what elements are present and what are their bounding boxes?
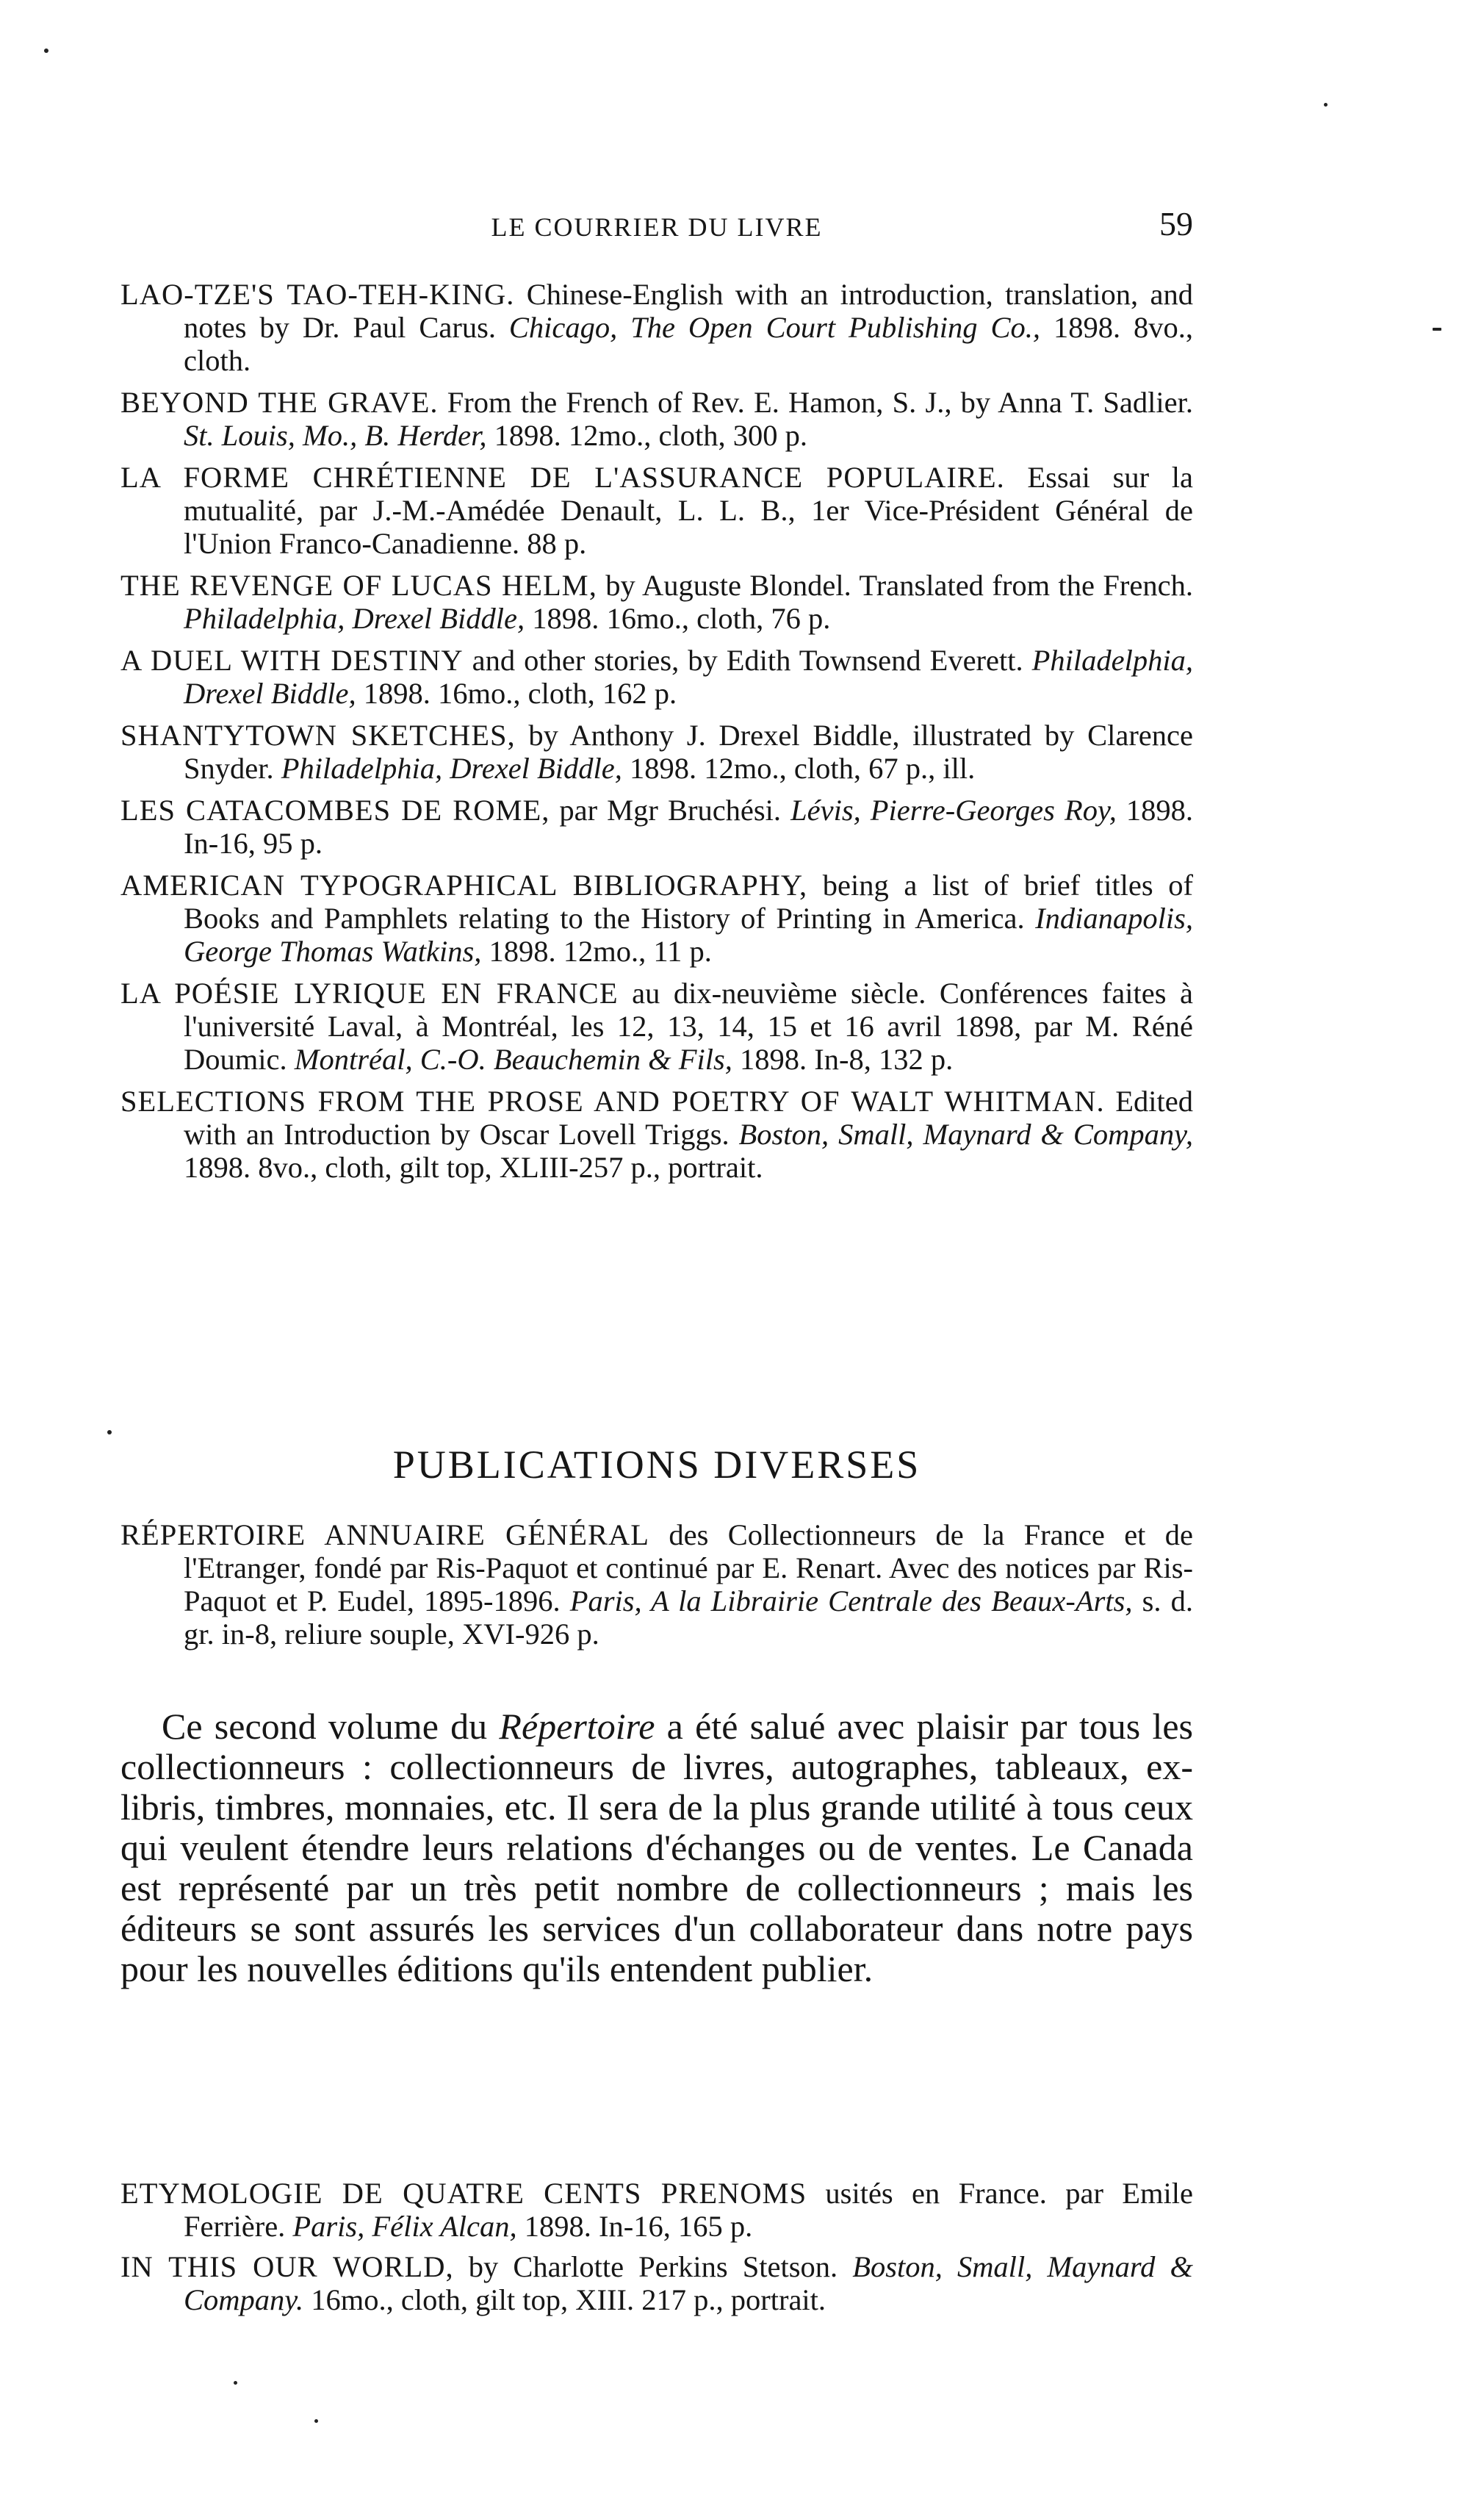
entry-details: 1898. In-8, 132 p. (732, 1043, 954, 1076)
entry-imprint: Chicago, The Open Court Publishing Co., (508, 311, 1040, 344)
entry-title: ETYMOLOGIE DE QUATRE CENTS PRENOMS (120, 2177, 807, 2210)
entry-title: RÉPERTOIRE ANNUAIRE GÉNÉRAL (120, 1518, 650, 1551)
entry-imprint: Montréal, C.-O. Beauchemin & Fils, (294, 1043, 732, 1076)
entry-imprint: St. Louis, Mo., B. Herder, (184, 419, 487, 452)
bibliography-entry (120, 977, 1193, 1076)
bibliography-entry (120, 719, 1193, 785)
running-head (120, 200, 1193, 259)
bibliography-entry (120, 869, 1193, 968)
entry-description: being a list of brief titles of Books and Pamphlets relating to the History of Printing in America. (184, 869, 1193, 935)
entry-details: 1898. 8vo., cloth, gilt top, XLIII-257 p., portrait. (184, 1151, 763, 1184)
entry-imprint: Philadelphia, Drexel Biddle, (184, 644, 1193, 710)
bibliography-entry (120, 278, 1193, 377)
section-heading: PUBLICATIONS DIVERSES (392, 1443, 921, 1487)
entry-description: usités en France. par Emile Ferrière. (184, 2177, 1193, 2243)
entry-description: by Auguste Blondel. Translated from the French. (597, 569, 1193, 602)
bibliography-entry (120, 1085, 1193, 1184)
paragraph-text-after: a été salué avec plaisir par tous les collectionneurs : collectionneurs de livres, autographes, tableaux, ex-libris, timbres, monnaies, etc. Il sera de la plus grande utilité à tous ceux qui veulent étendre leurs relations d'échanges ou de ventes. Le Canada est représenté par un très petit nombre de collectionneurs ; mais les éditeurs se sont assurés les services d'un collaborateur dans notre pays pour les nouvelles éditions qu'ils entendent publier. (120, 1706, 1193, 1989)
bibliography-entry (120, 794, 1193, 860)
bibliography-list-diverses (120, 1518, 1193, 1651)
entry-title: SHANTYTOWN SKETCHES, (120, 719, 516, 752)
entry-description: and other stories, by Edith Townsend Everett. (463, 644, 1032, 677)
scan-speck (1433, 328, 1441, 331)
entry-title: LA POÉSIE LYRIQUE EN FRANCE (120, 977, 619, 1010)
entry-title: LAO-TZE'S TAO-TEH-KING. (120, 278, 515, 311)
entry-details: 16mo., cloth, gilt top, XIII. 217 p., portrait. (303, 2283, 826, 2316)
entry-title: THE REVENGE OF LUCAS HELM, (120, 569, 597, 602)
entry-title: A DUEL WITH DESTINY (120, 644, 464, 677)
scan-speck (107, 1430, 112, 1434)
entry-description: au dix-neuvième siècle. Conférences faites à l'université Laval, à Montréal, les 12, 13, 14, 15 et 16 avril 1898, par M. Réné Doumic. (184, 977, 1194, 1076)
entry-details: 1898. 8vo., cloth. (184, 311, 1193, 377)
bibliography-list (120, 278, 1193, 1184)
entry-description: Essai sur la mutualité, par J.-M.-Amédée Denault, L. L. B., 1er Vice-Président Général de l'Union Franco-Canadienne. 88 p. (184, 461, 1193, 560)
entry-details: 1898. 16mo., cloth, 162 p. (356, 677, 677, 710)
entry-title: IN THIS OUR WORLD, (120, 2250, 454, 2283)
bibliography-entry (120, 461, 1193, 560)
entry-details: 1898. 16mo., cloth, 76 p. (525, 602, 831, 635)
entry-description: Edited with an Introduction by Oscar Lovell Triggs. (184, 1085, 1193, 1151)
entry-imprint: Philadelphia, Drexel Biddle, (281, 752, 622, 785)
bibliography-entry (120, 569, 1193, 635)
entry-imprint: Lévis, Pierre-Georges Roy, (790, 794, 1117, 827)
entry-title: BEYOND THE GRAVE. (120, 386, 439, 419)
entry-description: From the French of Rev. E. Hamon, S. J., by Anna T. Sadlier. (438, 386, 1194, 419)
paragraph-text-before: Ce second volume du (162, 1706, 500, 1747)
bibliography-entry (120, 2177, 1193, 2243)
entry-imprint: Boston, Small, Maynard & Company, (738, 1118, 1193, 1151)
entry-imprint: Paris, A la Librairie Centrale des Beaux-Arts, (569, 1584, 1133, 1617)
running-head-title: LE COURRIER DU LIVRE (491, 212, 823, 242)
scan-speck (44, 49, 48, 53)
bibliography-entry (120, 1518, 1193, 1651)
entry-description: par Mgr Bruchési. (550, 794, 791, 827)
entry-description: Chinese-English with an introduction, translation, and notes by Dr. Paul Carus. (184, 278, 1193, 344)
commentary-paragraph (120, 1706, 1193, 1989)
bibliography-entry (120, 644, 1193, 710)
entry-title: AMERICAN TYPOGRAPHICAL BIBLIOGRAPHY, (120, 869, 808, 902)
bibliography-list-bottom (120, 2177, 1193, 2316)
entry-description: by Charlotte Perkins Stetson. (453, 2250, 853, 2283)
entry-details: s. d. gr. in-8, reliure souple, XVI-926 p. (184, 1584, 1193, 1651)
bibliography-entry (120, 2250, 1193, 2316)
paragraph-italic-title: Répertoire (499, 1706, 655, 1747)
scan-speck (314, 2419, 318, 2423)
entry-description: des Collectionneurs de la France et de l'Etranger, fondé par Ris-Paquot et continué par E. Renart. Avec des notices par Ris-Paquot et P. Eudel, 1895-1896. (184, 1518, 1194, 1617)
entry-description: by Anthony J. Drexel Biddle, illustrated by Clarence Snyder. (184, 719, 1193, 785)
entry-details: 1898. 12mo., cloth, 300 p. (486, 419, 807, 452)
entry-title: SELECTIONS FROM THE PROSE AND POETRY OF WALT WHITMAN. (120, 1085, 1105, 1118)
page-number: 59 (1159, 205, 1193, 243)
scan-speck (234, 2381, 237, 2385)
entry-details: 1898. 12mo., cloth, 67 p., ill. (622, 752, 976, 785)
entry-title: LES CATACOMBES DE ROME, (120, 794, 550, 827)
bibliography-entry (120, 386, 1193, 452)
entry-title: LA FORME CHRÉTIENNE DE L'ASSURANCE POPULAIRE. (120, 461, 1005, 494)
entry-details: 1898. 12mo., 11 p. (481, 935, 712, 968)
entry-imprint: Paris, Félix Alcan, (292, 2210, 517, 2243)
scan-speck (1324, 103, 1328, 107)
entry-details: 1898. In-16, 165 p. (516, 2210, 753, 2243)
entry-imprint: Philadelphia, Drexel Biddle, (184, 602, 525, 635)
entry-details: 1898. In-16, 95 p. (184, 794, 1193, 860)
entry-imprint: Indianapolis, George Thomas Watkins, (184, 902, 1193, 968)
entry-imprint: Boston, Small, Maynard & Company. (184, 2250, 1193, 2316)
